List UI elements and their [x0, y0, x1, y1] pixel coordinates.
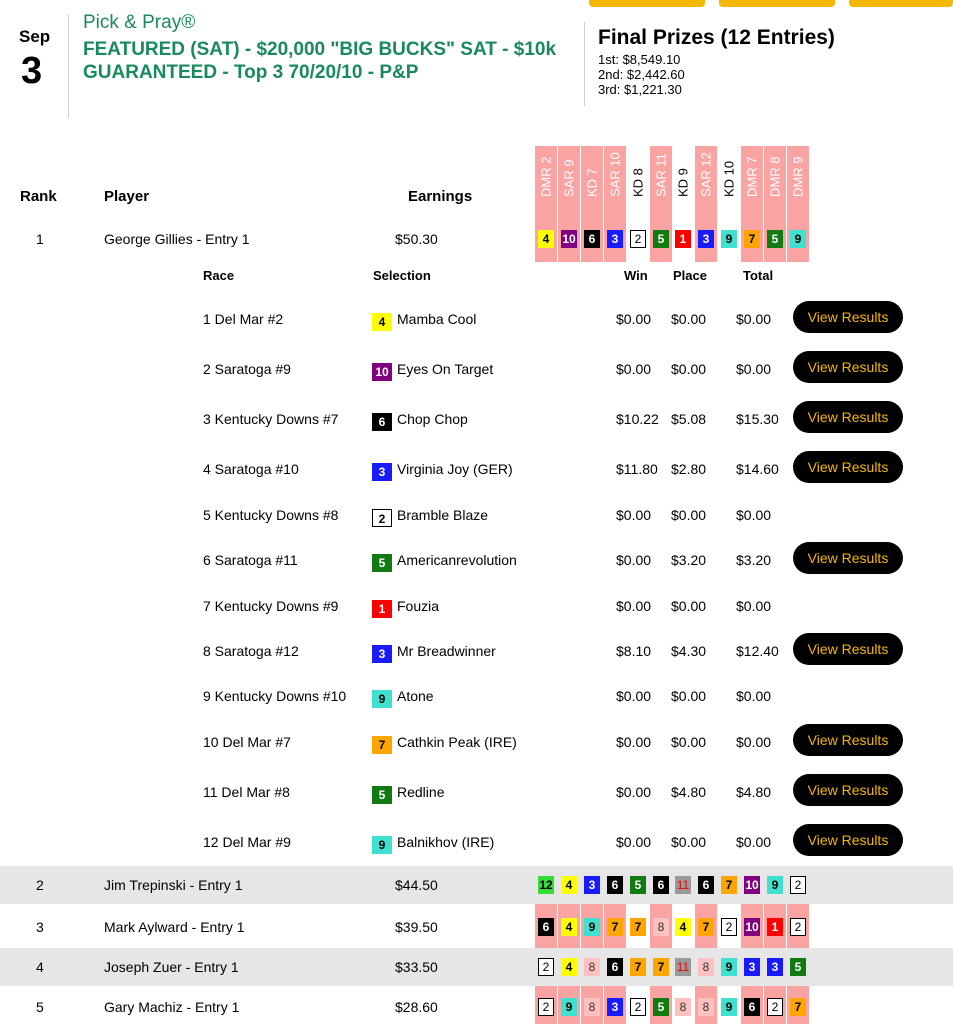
race-column-label [561, 146, 577, 216]
selection-number-badge: 2 [372, 509, 392, 527]
detail-race: 1 Del Mar #2 [203, 311, 284, 327]
detail-race: 8 Saratoga #12 [203, 643, 299, 659]
player-earnings: $44.50 [395, 877, 438, 893]
player-rank: 5 [36, 999, 44, 1015]
detail-win: $0.00 [616, 688, 652, 704]
player-row[interactable] [0, 908, 953, 946]
player-rank: 2 [36, 877, 44, 893]
prizes-title: Final Prizes (12 Entries) [598, 26, 835, 49]
pick-badge: 8 [698, 998, 714, 1016]
detail-race: 12 Del Mar #9 [203, 834, 291, 850]
race-column-label-text: KD 10 [721, 160, 737, 197]
race-column-label-text: SAR 12 [698, 152, 714, 197]
entry-detail-row [0, 773, 953, 813]
selection-number-badge: 4 [372, 313, 392, 331]
prize-third: 3rd: $1,221.30 [598, 82, 682, 97]
detail-total: $0.00 [736, 834, 772, 850]
detail-total: $12.40 [736, 643, 779, 659]
selection-number-badge: 3 [372, 645, 392, 663]
detail-race: 9 Kentucky Downs #10 [203, 688, 347, 704]
detail-total: $0.00 [736, 507, 772, 523]
pick-badge: 10 [745, 878, 759, 892]
pick-badge: 9 [721, 958, 737, 976]
pick-badge: 5 [630, 876, 646, 894]
pick-badge: 4 [561, 958, 577, 976]
pick-badge: 9 [767, 876, 783, 894]
pick-badge: 8 [584, 998, 600, 1016]
entry-detail-row [0, 632, 953, 672]
detail-win: $10.22 [616, 411, 659, 427]
pick-badge: 5 [653, 230, 669, 248]
pick-badge: 3 [584, 876, 600, 894]
entry-detail-row [0, 823, 953, 863]
detail-total: $0.00 [736, 311, 772, 327]
view-results-button[interactable]: View Results [793, 451, 903, 483]
detail-place: $0.00 [671, 834, 707, 850]
pick-badge: 3 [607, 998, 623, 1016]
entry-detail-row [0, 400, 953, 440]
detail-total-header: Total [743, 268, 774, 283]
prize-second: 2nd: $2,442.60 [598, 67, 685, 82]
detail-win: $0.00 [616, 784, 652, 800]
detail-place: $5.08 [671, 411, 707, 427]
detail-race: 5 Kentucky Downs #8 [203, 507, 339, 523]
pick-badge: 9 [561, 998, 577, 1016]
entry-detail-row [0, 723, 953, 763]
selection-horse: Cathkin Peak (IRE) [397, 734, 517, 750]
race-column-label [675, 146, 691, 216]
entry-detail-row [0, 350, 953, 390]
detail-place: $0.00 [671, 311, 707, 327]
pick-badge: 2 [538, 998, 554, 1016]
contest-day: 3 [21, 50, 43, 92]
selection-number-badge: 6 [372, 413, 392, 431]
selection-number-badge: 9 [372, 836, 392, 854]
detail-win: $0.00 [616, 311, 652, 327]
pick-badge: 3 [767, 958, 783, 976]
prize-first: 1st: $8,549.10 [598, 52, 681, 67]
pick-badge: 6 [607, 958, 623, 976]
pick-badge: 2 [790, 918, 806, 936]
pick-badge: 2 [790, 876, 806, 894]
race-column-label [584, 146, 600, 216]
detail-total: $0.00 [736, 688, 772, 704]
pick-badge: 2 [538, 958, 554, 976]
player-name[interactable]: Mark Aylward - Entry 1 [104, 919, 245, 935]
view-results-button[interactable]: View Results [793, 301, 903, 333]
pick-badge: 4 [538, 230, 554, 248]
selection-horse: Atone [397, 688, 434, 704]
race-column-label-text: KD 9 [675, 168, 691, 197]
view-results-button[interactable]: View Results [793, 824, 903, 856]
selection-horse: Americanrevolution [397, 552, 517, 568]
pick-badge: 6 [744, 998, 760, 1016]
detail-place: $4.80 [671, 784, 707, 800]
pick-badge: 7 [721, 876, 737, 894]
pick-badge: 2 [767, 998, 783, 1016]
detail-place: $0.00 [671, 734, 707, 750]
player-name[interactable]: Gary Machiz - Entry 1 [104, 999, 240, 1015]
player-row[interactable] [0, 948, 953, 986]
entry-detail-row [0, 541, 953, 581]
player-row[interactable] [0, 228, 953, 250]
detail-race-header: Race [203, 268, 235, 283]
detail-win: $0.00 [616, 361, 652, 377]
detail-place: $0.00 [671, 688, 707, 704]
player-rank: 3 [36, 919, 44, 935]
race-column-label [744, 146, 760, 216]
selection-horse: Virginia Joy (GER) [397, 461, 513, 477]
detail-total: $0.00 [736, 734, 772, 750]
pick-badge: 3 [744, 958, 760, 976]
detail-total: $3.20 [736, 552, 772, 568]
selection-horse: Chop Chop [397, 411, 468, 427]
detail-total: $14.60 [736, 461, 779, 477]
pick-badge: 6 [653, 876, 669, 894]
race-column-label-text: SAR 11 [653, 153, 669, 197]
detail-win: $0.00 [616, 734, 652, 750]
race-column-label [790, 146, 806, 216]
pick-badge: 2 [630, 230, 646, 248]
race-column-label [607, 146, 623, 216]
pick-badge: 9 [721, 998, 737, 1016]
detail-place: $0.00 [671, 361, 707, 377]
player-earnings: $50.30 [395, 231, 438, 247]
race-column-label [721, 146, 737, 216]
detail-total: $4.80 [736, 784, 772, 800]
entry-detail-row [0, 677, 953, 717]
view-results-button[interactable]: View Results [793, 724, 903, 756]
entry-detail-row [0, 300, 953, 340]
detail-win: $11.80 [616, 461, 658, 477]
detail-race: 6 Saratoga #11 [203, 552, 298, 568]
selection-number-badge: 9 [372, 690, 392, 708]
selection-horse: Balnikhov (IRE) [397, 834, 495, 850]
contest-header [0, 0, 953, 130]
view-results-button[interactable]: View Results [793, 633, 903, 665]
race-column-label-text: DMR 8 [767, 156, 783, 197]
pick-badge: 4 [561, 876, 577, 894]
detail-place: $0.00 [671, 507, 707, 523]
pick-badge: 7 [607, 918, 623, 936]
race-column-label [698, 146, 714, 216]
detail-race: 3 Kentucky Downs #7 [203, 411, 339, 427]
selection-horse: Mamba Cool [397, 311, 477, 327]
player-earnings: $28.60 [395, 999, 438, 1015]
detail-race: 2 Saratoga #9 [203, 361, 291, 377]
detail-place: $0.00 [671, 598, 707, 614]
rank-header: Rank [20, 188, 57, 205]
contest-subtitle: Pick & Pray® [83, 12, 196, 33]
pick-badge: 2 [630, 998, 646, 1016]
pick-badge: 9 [790, 230, 806, 248]
race-column-label [653, 146, 669, 216]
view-results-button[interactable]: View Results [793, 401, 903, 433]
pick-badge: 10 [562, 232, 576, 246]
race-column-label [630, 146, 646, 216]
detail-win: $8.10 [616, 643, 652, 659]
pick-badge: 4 [675, 918, 691, 936]
pick-badge: 5 [790, 958, 806, 976]
detail-race: 4 Saratoga #10 [203, 461, 299, 477]
pick-badge: 7 [653, 958, 669, 976]
selection-horse: Eyes On Target [397, 361, 494, 377]
race-column-label [538, 146, 554, 216]
pick-badge: 7 [630, 918, 646, 936]
player-name[interactable]: Joseph Zuer - Entry 1 [104, 959, 239, 975]
detail-place: $3.20 [671, 552, 707, 568]
pick-badge: 5 [767, 230, 783, 248]
player-header: Player [104, 188, 150, 205]
pick-badge: 4 [561, 918, 577, 936]
player-row[interactable] [0, 988, 953, 1024]
player-name[interactable]: Jim Trepinski - Entry 1 [104, 877, 243, 893]
pick-badge: 6 [538, 918, 554, 936]
detail-selection-header: Selection [373, 268, 431, 283]
player-rank: 1 [36, 231, 44, 247]
race-column-label-text: DMR 2 [538, 156, 554, 197]
entry-detail-row [0, 450, 953, 490]
entry-detail-row [0, 587, 953, 627]
pick-badge: 9 [721, 230, 737, 248]
pick-badge: 3 [698, 230, 714, 248]
pick-badge: 6 [607, 876, 623, 894]
player-rank: 4 [36, 959, 44, 975]
view-results-button[interactable]: View Results [793, 774, 903, 806]
pick-badge: 11 [676, 878, 690, 892]
pick-badge: 8 [698, 958, 714, 976]
pick-badge: 11 [676, 960, 690, 974]
race-column-label-text: DMR 9 [790, 156, 806, 197]
detail-win: $0.00 [616, 598, 652, 614]
selection-number-badge: 3 [372, 463, 392, 481]
race-column-label-text: DMR 7 [744, 156, 760, 197]
pick-badge: 6 [584, 230, 600, 248]
detail-win-header: Win [624, 268, 648, 283]
selection-horse: Bramble Blaze [397, 507, 489, 523]
selection-horse: Fouzia [397, 598, 440, 614]
pick-badge: 10 [745, 920, 759, 934]
selection-number-badge: 1 [372, 600, 392, 618]
pick-badge: 3 [607, 230, 623, 248]
detail-total: $15.30 [736, 411, 779, 427]
race-column-label-text: KD 8 [630, 168, 646, 197]
pick-badge: 9 [584, 918, 600, 936]
pick-badge: 8 [675, 998, 691, 1016]
pick-badge: 7 [630, 958, 646, 976]
pick-badge: 8 [653, 918, 669, 936]
detail-place: $4.30 [671, 643, 707, 659]
detail-place-header: Place [673, 268, 707, 283]
detail-race: 10 Del Mar #7 [203, 734, 291, 750]
detail-win: $0.00 [616, 552, 652, 568]
view-results-button[interactable]: View Results [793, 351, 903, 383]
selection-number-badge: 5 [372, 786, 392, 804]
detail-race: 11 Del Mar #8 [203, 784, 290, 800]
selection-number-badge: 7 [372, 736, 392, 754]
divider [584, 22, 585, 106]
detail-win: $0.00 [616, 834, 652, 850]
race-column-label-text: SAR 10 [607, 152, 623, 197]
pick-badge: 1 [767, 918, 783, 936]
player-earnings: $39.50 [395, 919, 438, 935]
pick-badge: 1 [675, 230, 691, 248]
detail-win: $0.00 [616, 507, 652, 523]
earnings-header: Earnings [408, 188, 473, 205]
pick-badge: 7 [790, 998, 806, 1016]
pick-badge: 2 [721, 918, 737, 936]
view-results-button[interactable]: View Results [793, 542, 903, 574]
pick-badge: 6 [698, 876, 714, 894]
contest-month: Sep [19, 27, 51, 46]
player-name[interactable]: George Gillies - Entry 1 [104, 231, 250, 247]
race-column-label-text: SAR 9 [561, 159, 577, 197]
detail-place: $2.80 [671, 461, 707, 477]
detail-total: $0.00 [736, 598, 772, 614]
pick-badge: 7 [744, 230, 760, 248]
selection-number-badge: 10 [372, 363, 392, 381]
race-column-label [767, 146, 783, 216]
player-row[interactable] [0, 866, 953, 904]
contest-title: FEATURED (SAT) - $20,000 "BIG BUCKS" SAT - $10k GUARANTEED - Top 3 70/20/10 - P&P [83, 39, 557, 84]
detail-race: 7 Kentucky Downs #9 [203, 598, 339, 614]
pick-badge: 8 [584, 958, 600, 976]
player-earnings: $33.50 [395, 959, 438, 975]
selection-horse: Redline [397, 784, 445, 800]
detail-total: $0.00 [736, 361, 772, 377]
selection-number-badge: 5 [372, 554, 392, 572]
race-column-label-text: KD 7 [584, 168, 600, 197]
entry-detail-row [0, 496, 953, 536]
pick-badge: 12 [539, 878, 553, 892]
selection-horse: Mr Breadwinner [397, 643, 496, 659]
pick-badge: 5 [653, 998, 669, 1016]
pick-badge: 7 [698, 918, 714, 936]
divider [68, 14, 69, 118]
